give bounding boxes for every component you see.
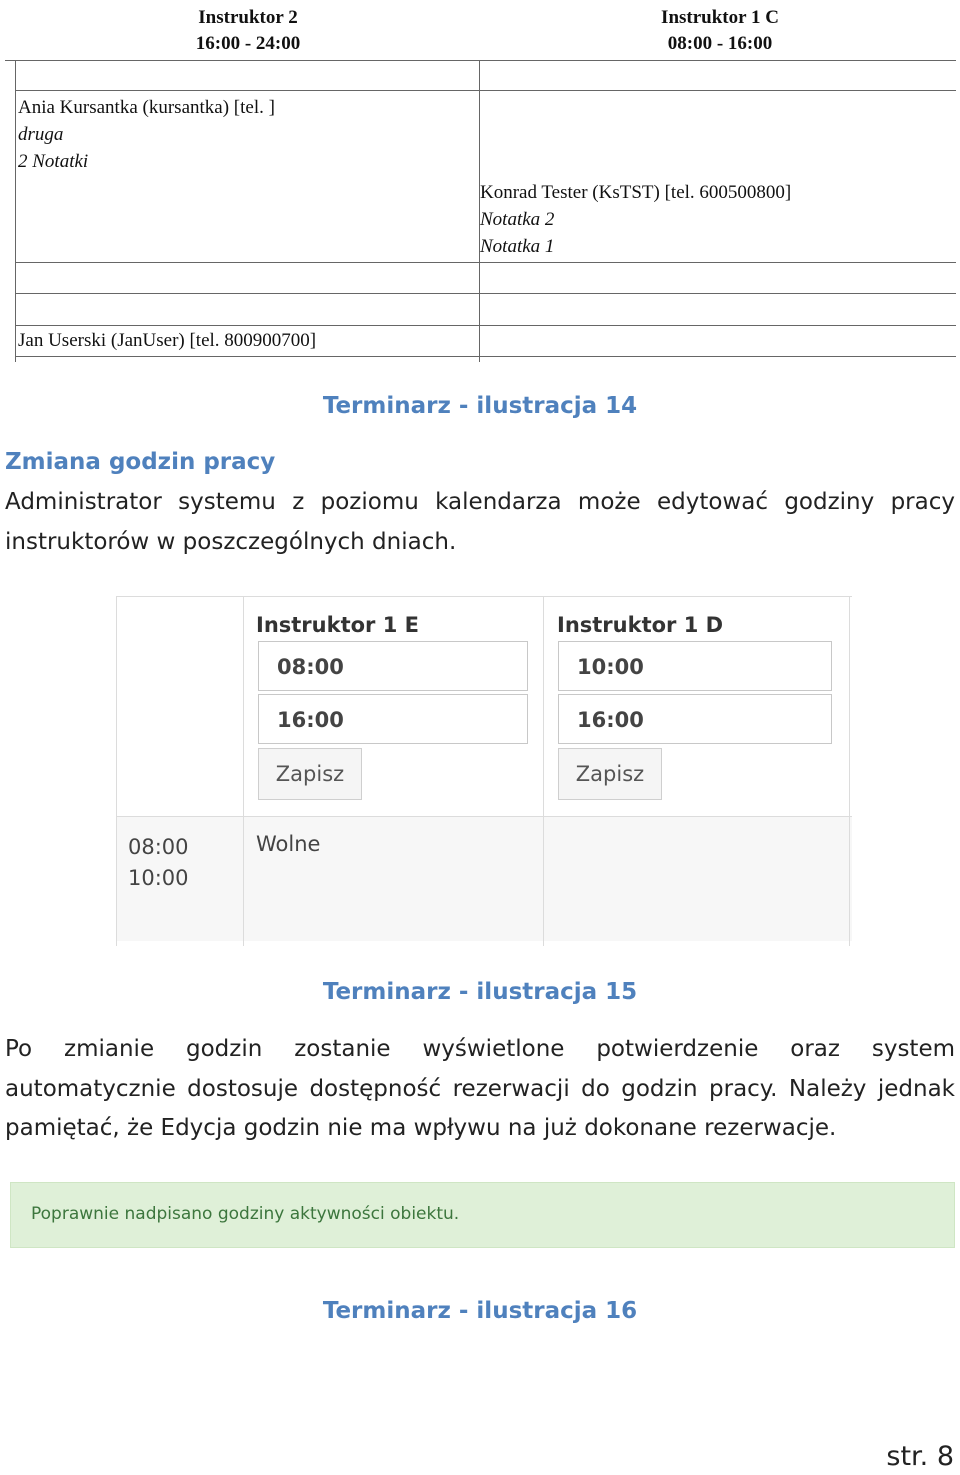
end-time-input[interactable]: 16:00	[558, 694, 832, 744]
booking-konrad[interactable]	[480, 179, 791, 260]
instructor-1e-name: Instruktor 1 E	[256, 613, 419, 637]
instructor-2-header[interactable]	[148, 5, 348, 57]
instructor-1c-name: Instruktor 1 C	[661, 7, 779, 28]
grid-line	[15, 293, 956, 294]
booking-client: Konrad Tester (KsTST) [tel. 600500800]	[480, 182, 792, 203]
end-time-input[interactable]: 16:00	[258, 694, 528, 744]
figure-caption-14: Terminarz - ilustracja 14	[322, 393, 638, 419]
grid-line	[116, 596, 852, 597]
figure-caption-16: Terminarz - ilustracja 16	[322, 1298, 638, 1324]
success-alert-text: Poprawnie nadpisano godziny aktywności obiektu.	[31, 1204, 460, 1224]
paragraph-confirmation: Po zmianie godzin zostanie wyświetlone potwierdzenie oraz system automatycznie dostosuje dostępność rezerwacji do godzin pracy. Należy jednak pamiętać, że Edycja godzin nie ma wpływu na już dokonane rezerwacje.	[5, 1036, 955, 1141]
grid-line	[15, 90, 956, 91]
start-time-input[interactable]: 10:00	[558, 641, 832, 691]
working-hours-editor	[116, 596, 852, 946]
slot-hours	[128, 832, 189, 894]
grid-line	[15, 60, 16, 362]
start-time-input[interactable]: 08:00	[258, 641, 528, 691]
grid-line	[5, 60, 956, 61]
booking-note: Notatka 1	[480, 236, 555, 257]
page-number: str. 8	[886, 1441, 954, 1472]
slot-from: 08:00	[128, 835, 189, 859]
figure-caption-15: Terminarz - ilustracja 15	[322, 979, 638, 1005]
booking-client: Jan Userski (JanUser) [tel. 800900700]	[18, 330, 317, 351]
instructor-1c-hours: 08:00 - 16:00	[667, 33, 773, 54]
booking-ania[interactable]	[18, 94, 275, 175]
section-heading: Zmiana godzin pracy	[5, 449, 276, 475]
paragraph-intro: Administrator systemu z poziomu kalendarza może edytować godziny pracy instruktorów w poszczególnych dniach.	[5, 489, 955, 555]
grid-line	[243, 596, 244, 946]
time-slot-row	[116, 816, 852, 941]
instructor-1d-name: Instruktor 1 D	[557, 613, 724, 637]
grid-line	[15, 356, 956, 357]
grid-line	[543, 596, 544, 946]
booking-note: Notatka 2	[480, 209, 555, 230]
grid-line	[116, 596, 117, 946]
booking-note: druga	[18, 124, 64, 145]
grid-line	[15, 325, 956, 326]
instructor-2-name: Instruktor 2	[198, 7, 298, 28]
booking-client: Ania Kursantka (kursantka) [tel. ]	[18, 97, 275, 118]
booking-jan[interactable]	[18, 327, 316, 354]
grid-line	[15, 262, 956, 263]
slot-to: 10:00	[128, 866, 189, 890]
calendar-screenshot-14	[0, 0, 960, 362]
success-alert	[10, 1182, 955, 1248]
booking-note: 2 Notatki	[18, 151, 89, 172]
save-button[interactable]: Zapisz	[558, 748, 662, 800]
instructor-1c-header[interactable]	[620, 5, 820, 57]
slot-status[interactable]: Wolne	[256, 832, 321, 856]
grid-line	[849, 596, 850, 946]
save-button[interactable]: Zapisz	[258, 748, 362, 800]
instructor-2-hours: 16:00 - 24:00	[195, 33, 301, 54]
